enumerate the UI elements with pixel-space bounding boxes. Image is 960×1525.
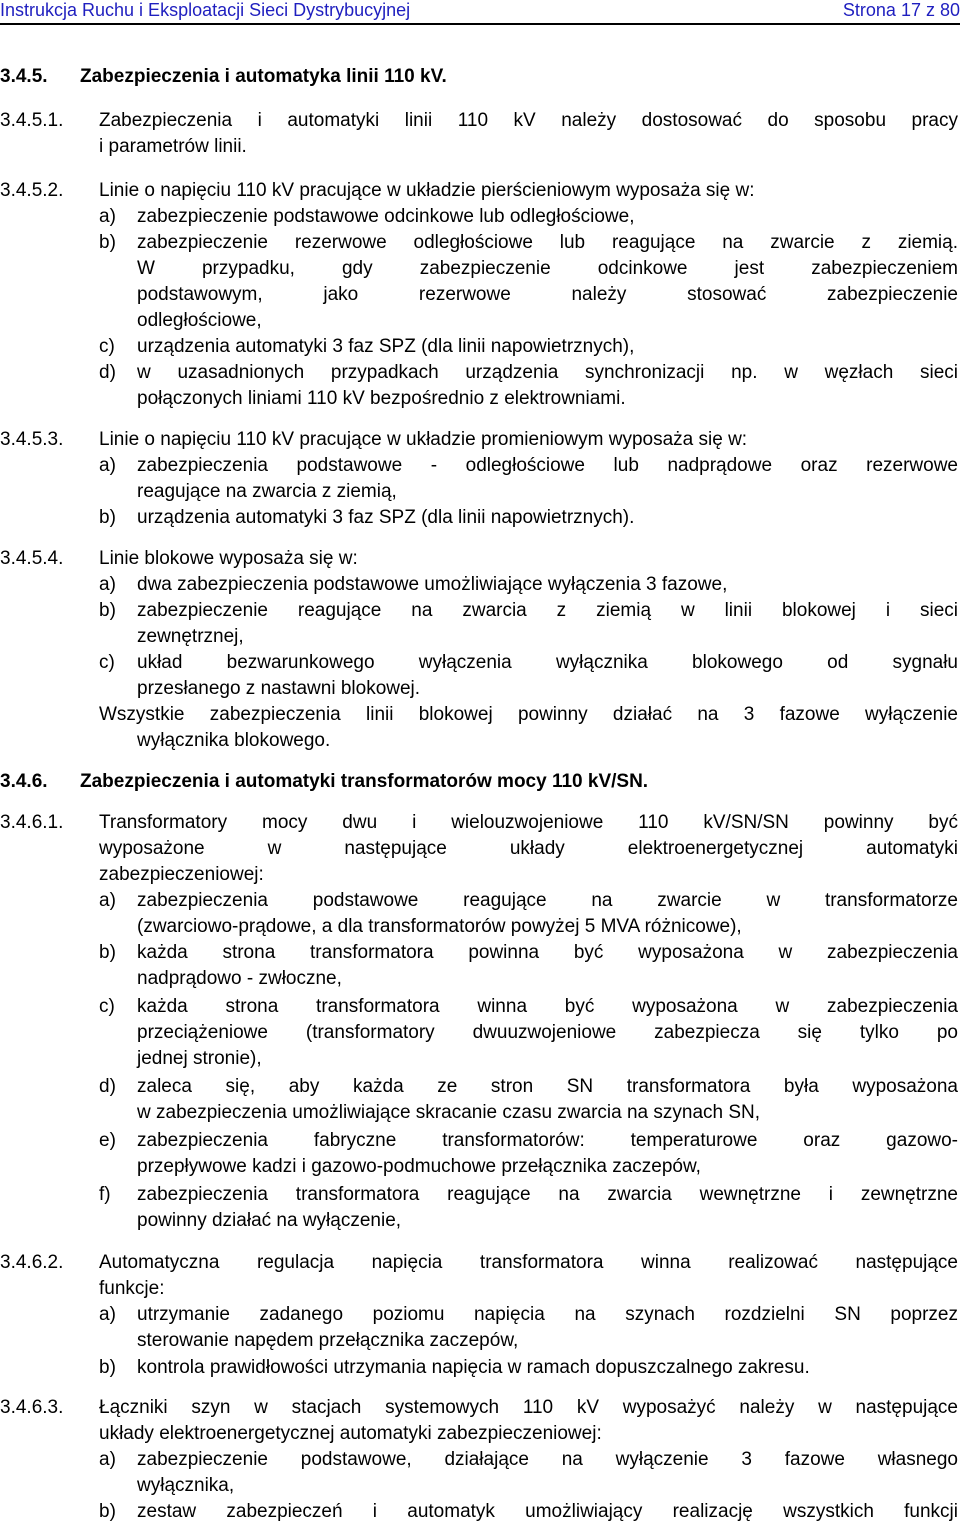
list-text: w zabezpieczenia umożliwiające skracanie czasu zwarcia na szynach SN, (137, 1102, 761, 1123)
list-text: W przypadku, gdy zabezpieczenie odcinkowe jest zabezpieczeniem (137, 258, 958, 279)
paragraph-line: zabezpieczeniowej: (99, 864, 264, 885)
list-text: zewnętrznej, (137, 626, 244, 647)
list-label: b) (99, 507, 116, 528)
paragraph-line: Łączniki szyn w stacjach systemowych 110 kV wyposażyć należy w następujące (99, 1397, 958, 1418)
paragraph-line: układy elektroenergetycznej automatyki zabezpieczeniowej: (99, 1423, 602, 1444)
paragraph-line: Wszystkie zabezpieczenia linii blokowej powinny działać na 3 fazowe wyłączenie (99, 704, 958, 725)
list-text: sterowanie napędem przełącznika zaczepów, (137, 1330, 519, 1351)
paragraph-number: 3.4.5.1. (0, 110, 64, 131)
list-label: b) (99, 1501, 116, 1522)
paragraph-line: Linie o napięciu 110 kV pracujące w układzie pierścieniowym wyposaża się w: (99, 180, 755, 201)
list-text: powinny działać na wyłączenie, (137, 1210, 402, 1231)
list-text: zabezpieczenie rezerwowe odległościowe lub reagujące na zwarcie z ziemią. (137, 232, 958, 253)
paragraph-line: i parametrów linii. (99, 136, 247, 157)
document-title: Instrukcja Ruchu i Eksploatacji Sieci Dystrybucyjnej (0, 0, 411, 20)
list-text: kontrola prawidłowości utrzymania napięcia w ramach dopuszczalnego zakresu. (137, 1357, 810, 1378)
section-number: 3.4.6. (0, 771, 48, 792)
paragraph-number: 3.4.5.2. (0, 180, 64, 201)
list-text: połączonych liniami 110 kV bezpośrednio z elektrowniami. (137, 388, 626, 409)
list-label: a) (99, 1449, 116, 1470)
paragraph-line: wyposażone w następujące układy elektroenergetycznej automatyki (99, 838, 958, 859)
paragraph-line: Linie o napięciu 110 kV pracujące w układzie promieniowym wyposaża się w: (99, 429, 748, 450)
paragraph-number: 3.4.6.1. (0, 812, 64, 833)
list-label: d) (99, 1076, 116, 1097)
list-label: f) (99, 1184, 111, 1205)
list-text: przeciążeniowe (transformatory dwuuzwojeniowe zabezpiecza się tylko po (137, 1022, 958, 1043)
section-number: 3.4.5. (0, 66, 48, 87)
list-label: a) (99, 1304, 116, 1325)
header-divider (0, 23, 960, 25)
list-text: podstawowym, jako rezerwowe należy stosować zabezpieczenie (137, 284, 958, 305)
list-label: c) (99, 336, 115, 357)
list-label: a) (99, 890, 116, 911)
section-title: Zabezpieczenia i automatyki transformatorów mocy 110 kV/SN. (80, 771, 649, 792)
paragraph-number: 3.4.5.3. (0, 429, 64, 450)
list-text: zabezpieczenia podstawowe - odległościowe lub nadprądowe oraz rezerwowe (137, 455, 958, 476)
section-title: Zabezpieczenia i automatyka linii 110 kV. (80, 66, 447, 87)
list-text: nadprądowo - zwłoczne, (137, 968, 342, 989)
list-label: b) (99, 942, 116, 963)
list-text: przesłanego z nastawni blokowej. (137, 678, 421, 699)
list-label: b) (99, 1357, 116, 1378)
list-text: odległościowe, (137, 310, 262, 331)
list-text: przepływowe kadzi i gazowo-podmuchowe przełącznika zaczepów, (137, 1156, 701, 1177)
list-text: zaleca się, aby każda ze stron SN transformatora była wyposażona (137, 1076, 958, 1097)
paragraph-number: 3.4.6.2. (0, 1252, 64, 1273)
list-text: jednej stronie), (137, 1048, 262, 1069)
list-text: (zwarciowo-prądowe, a dla transformatorów powyżej 5 MVA różnicowe), (137, 916, 742, 937)
list-label: a) (99, 206, 116, 227)
paragraph-line: Linie blokowe wyposaża się w: (99, 548, 358, 569)
paragraph-number: 3.4.6.3. (0, 1397, 64, 1418)
list-label: d) (99, 362, 116, 383)
list-text: zabezpieczenie reagujące na zwarcia z ziemią w linii blokowej i sieci (137, 600, 958, 621)
list-text: układ bezwarunkowego wyłączenia wyłącznika blokowego od sygnału (137, 652, 958, 673)
list-label: c) (99, 652, 115, 673)
list-text: zestaw zabezpieczeń i automatyk umożliwiający realizację wszystkich funkcji (137, 1501, 958, 1522)
list-label: b) (99, 600, 116, 621)
list-text: w uzasadnionych przypadkach urządzenia synchronizacji np. w węzłach sieci (137, 362, 958, 383)
list-text: urządzenia automatyki 3 faz SPZ (dla linii napowietrznych). (137, 507, 635, 528)
list-text: wyłącznika, (137, 1475, 235, 1496)
list-label: a) (99, 455, 116, 476)
paragraph-line: Transformatory mocy dwu i wielouzwojeniowe 110 kV/SN/SN powinny być (99, 812, 958, 833)
list-text: dwa zabezpieczenia podstawowe umożliwiające wyłączenia 3 fazowe, (137, 574, 728, 595)
page-number: Strona 17 z 80 (842, 0, 960, 20)
list-text: reagujące na zwarcia z ziemią, (137, 481, 397, 502)
list-text: każda strona transformatora winna być wyposażona w zabezpieczenia (137, 996, 958, 1017)
paragraph-number: 3.4.5.4. (0, 548, 64, 569)
list-text: zabezpieczenie podstawowe odcinkowe lub odległościowe, (137, 206, 635, 227)
list-text: zabezpieczenie podstawowe, działające na wyłączenie 3 fazowe własnego (137, 1449, 958, 1470)
paragraph-line: Zabezpieczenia i automatyki linii 110 kV należy dostosować do sposobu pracy (99, 110, 958, 131)
list-text: utrzymanie zadanego poziomu napięcia na szynach rozdzielni SN poprzez (137, 1304, 958, 1325)
list-text: zabezpieczenia podstawowe reagujące na zwarcie w transformatorze (137, 890, 958, 911)
list-text: urządzenia automatyki 3 faz SPZ (dla linii napowietrznych), (137, 336, 635, 357)
list-text: każda strona transformatora powinna być wyposażona w zabezpieczenia (137, 942, 958, 963)
list-text: zabezpieczenia fabryczne transformatorów: temperaturowe oraz gazowo- (137, 1130, 958, 1151)
list-label: a) (99, 574, 116, 595)
page-header (0, 0, 960, 22)
paragraph-line: funkcje: (99, 1278, 165, 1299)
paragraph-line: Automatyczna regulacja napięcia transformatora winna realizować następujące (99, 1252, 958, 1273)
list-label: b) (99, 232, 116, 253)
list-label: e) (99, 1130, 116, 1151)
paragraph-line: wyłącznika blokowego. (137, 730, 331, 751)
list-text: zabezpieczenia transformatora reagujące na zwarcia wewnętrzne i zewnętrzne (137, 1184, 958, 1205)
list-label: c) (99, 996, 115, 1017)
